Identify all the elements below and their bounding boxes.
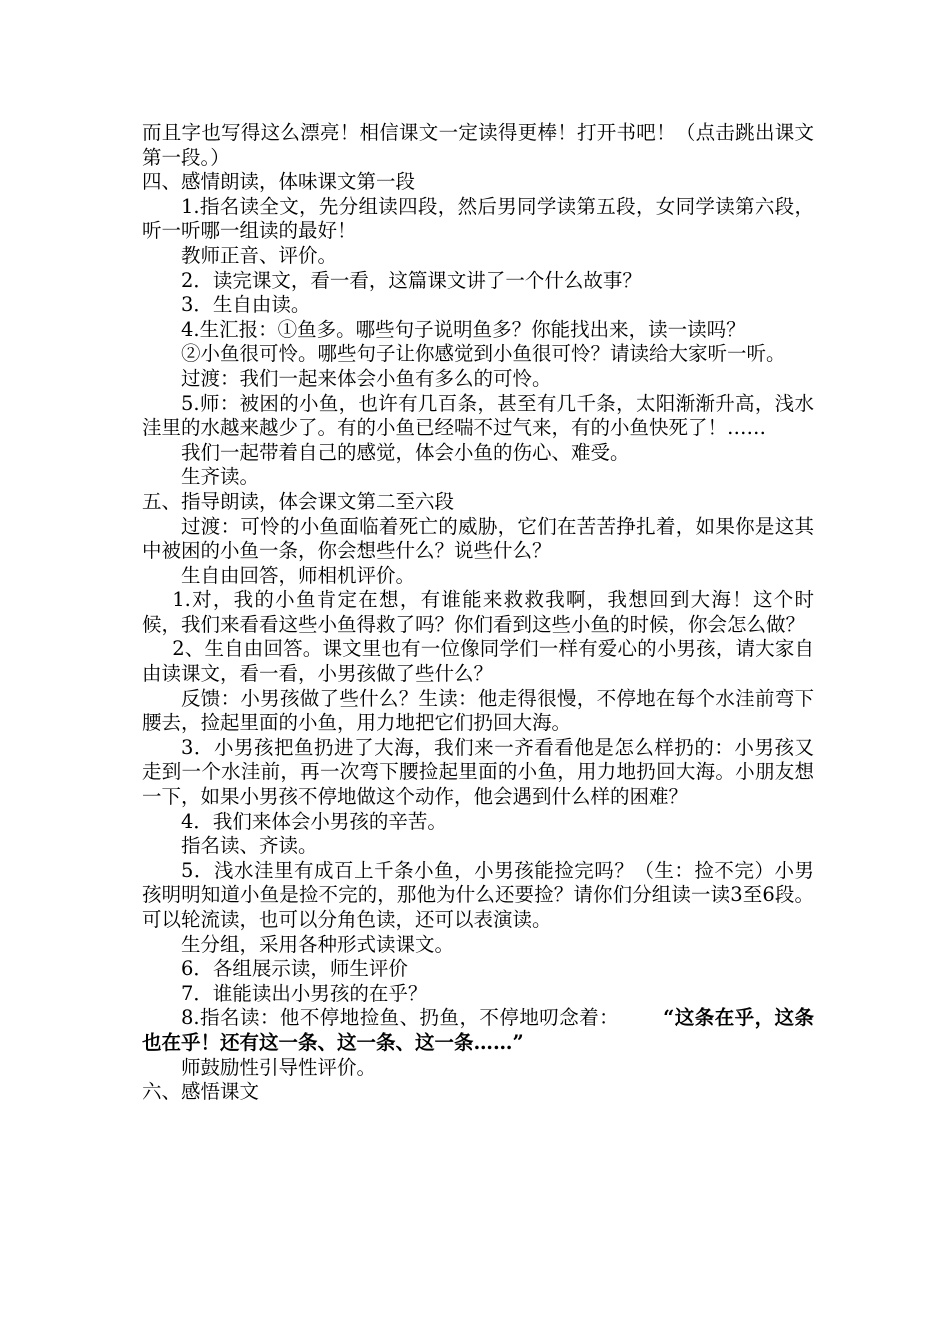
document-body: [142, 121, 814, 1105]
paragraph: 反馈：小男孩做了些什么？生读：他走得很慢，不停地在每个水洼前弯下腰去，捡起里面的小鱼，用力地把它们扔回大海。: [142, 686, 814, 735]
paragraph: 指名读、齐读。: [181, 834, 318, 858]
paragraph: 生自由回答，师相机评价。: [181, 563, 416, 587]
paragraph: 2．读完课文，看一看，这篇课文讲了一个什么故事？: [181, 268, 642, 292]
paragraph: 过渡：我们一起来体会小鱼有多么的可怜。: [181, 366, 552, 390]
section-heading: 四、感情朗读，体味课文第一段: [142, 170, 416, 194]
section-heading: 而且字也写得这么漂亮！相信课文一定读得更棒！打开书吧！（点击跳出课文第一段。）: [142, 121, 814, 169]
bold-quote: “这条在乎，这条也在乎！还有这一条、这一条、这一条……”: [142, 1006, 815, 1054]
paragraph: 5．浅水洼里有成百上千条小鱼，小男孩能捡完吗？（生：捡不完）小男孩明明知道小鱼是捡不完的，那他为什么还要捡？请你们分组读一读3至6段。可以轮流读，也可以分角色读，还可以表演读。: [142, 858, 814, 931]
paragraph-8-lead: 8.指名读：他不停地捡鱼、扔鱼，不停地叨念着：: [181, 1006, 620, 1030]
paragraph: 7．谁能读出小男孩的在乎？: [181, 981, 428, 1005]
paragraph-tail: [142, 1056, 814, 1105]
paragraph: 1.对，我的小鱼肯定在想，有谁能来救救我啊，我想回到大海！这个时候，我们来看看这些小鱼得救了吗？你们看到这些小鱼的时候，你会怎么做？: [142, 588, 814, 636]
paragraph: 1.指名读全文，先分组读四段，然后男同学读第五段，女同学读第六段，听一听哪一组读的最好！: [142, 194, 814, 243]
paragraph-8: [142, 1006, 814, 1055]
paragraph: 3．生自由读。: [181, 293, 311, 317]
section-heading: 六、感悟课文: [142, 1080, 260, 1104]
paragraph: 6．各组展示读，师生评价: [181, 957, 408, 981]
paragraph: 过渡：可怜的小鱼面临着死亡的威胁，它们在苦苦挣扎着，如果你是这其中被困的小鱼一条，你会想些什么？说些什么？: [142, 514, 814, 563]
paragraph: 教师正音、评价。: [181, 243, 338, 267]
paragraph: 我们一起带着自己的感觉，体会小鱼的伤心、难受。: [181, 440, 630, 464]
paragraph: 生齐读。: [181, 465, 260, 489]
paragraph: 5.师：被困的小鱼，也许有几百条，甚至有几千条，太阳渐渐升高，浅水洼里的水越来越少了。有的小鱼已经喘不过气来，有的小鱼快死了！……: [142, 391, 814, 440]
paragraph: 生分组，采用各种形式读课文。: [181, 932, 455, 956]
paragraph-list: [142, 121, 814, 1006]
paragraph: 4.生汇报：①鱼多。哪些句子说明鱼多？你能找出来，读一读吗？: [181, 317, 746, 341]
paragraph: 3．小男孩把鱼扔进了大海，我们来一齐看看他是怎么样扔的：小男孩又走到一个水洼前，再一次弯下腰捡起里面的小鱼，用力地扔回大海。小朋友想一下，如果小男孩不停地做这个动作，他会遇到什么样的困难？: [142, 735, 814, 809]
paragraph: 2、生自由回答。课文里也有一位像同学们一样有爱心的小男孩，请大家自由读课文，看一看，小男孩做了些什么？: [142, 637, 814, 686]
paragraph: 师鼓励性引导性评价。: [181, 1055, 377, 1079]
paragraph: ②小鱼很可怜。哪些句子让你感觉到小鱼很可怜？请读给大家听一听。: [181, 342, 786, 366]
paragraph: 4．我们来体会小男孩的辛苦。: [181, 809, 447, 833]
section-heading: 五、指导朗读，体会课文第二至六段: [142, 489, 455, 513]
